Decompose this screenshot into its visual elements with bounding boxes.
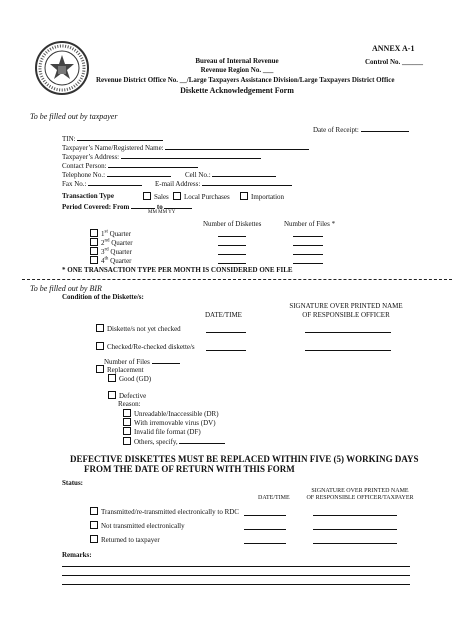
telephone-field[interactable]: Telephone No.: bbox=[62, 169, 171, 179]
taxpayer-name-field[interactable]: Taxpayer’s Name/Registered Name: bbox=[62, 142, 309, 152]
notice-line-2: FROM THE DATE OF RETURN WITH THIS FORM bbox=[84, 464, 295, 474]
status-transmitted-signature-blank[interactable] bbox=[313, 515, 397, 516]
header-line-district: Revenue District Office No. __/Large Taxpayers Assistance Division/Large Taxpayers District Office bbox=[96, 76, 395, 84]
period-format-hint: MM MM YY bbox=[148, 210, 176, 215]
q1-files-blank[interactable] bbox=[293, 236, 323, 237]
fax-field[interactable]: Fax No.: bbox=[62, 178, 142, 188]
tin-field[interactable]: TIN: bbox=[62, 133, 163, 143]
q4-files-blank[interactable] bbox=[293, 263, 323, 264]
replacement-checkbox[interactable]: Replacement bbox=[96, 365, 144, 374]
notice-line-1: DEFECTIVE DISKETTES MUST BE REPLACED WITHIN FIVE (5) WORKING DAYS bbox=[70, 454, 419, 464]
reason-invalid-format-checkbox[interactable]: Invalid file format (DF) bbox=[123, 427, 201, 436]
local-purchases-checkbox[interactable]: Local Purchases bbox=[173, 192, 230, 201]
checked-date-blank[interactable] bbox=[206, 350, 246, 351]
remarks-line-3[interactable] bbox=[62, 584, 410, 585]
status-transmitted-checkbox[interactable]: Transmitted/re-transmitted electronically to RDC bbox=[90, 507, 239, 516]
reason-unreadable-checkbox[interactable]: Unreadable/Inaccessible (DR) bbox=[123, 409, 219, 418]
remarks-line-1[interactable] bbox=[62, 566, 410, 567]
quarter-1-checkbox[interactable]: 1st Quarter bbox=[90, 229, 131, 238]
col-header-diskettes: Number of Diskettes bbox=[203, 220, 262, 228]
bir-date-time-header: DATE/TIME bbox=[205, 311, 242, 319]
q4-diskettes-blank[interactable] bbox=[218, 263, 246, 264]
status-sig-header-1: SIGNATURE OVER PRINTED NAME bbox=[311, 488, 409, 494]
col-header-files: Number of Files * bbox=[284, 220, 336, 228]
checked-signature-blank[interactable] bbox=[305, 350, 391, 351]
quarter-2-checkbox[interactable]: 2nd Quarter bbox=[90, 238, 133, 247]
not-checked-signature-blank[interactable] bbox=[305, 332, 391, 333]
taxpayer-address-field[interactable]: Taxpayer’s Address: bbox=[62, 151, 261, 161]
importation-checkbox[interactable]: Importation bbox=[240, 192, 284, 201]
contact-person-field[interactable]: Contact Person: bbox=[62, 160, 198, 170]
status-label: Status: bbox=[62, 479, 84, 487]
remarks-label: Remarks: bbox=[62, 551, 92, 559]
status-not-transmitted-checkbox[interactable]: Not transmitted electronically bbox=[90, 521, 185, 530]
checked-rechecked-checkbox[interactable]: Checked/Re-checked diskette/s bbox=[96, 342, 195, 351]
quarter-3-checkbox[interactable]: 3rd Quarter bbox=[90, 247, 132, 256]
period-covered[interactable]: Period Covered: From to bbox=[62, 201, 192, 211]
status-date-time-header: DATE/TIME bbox=[258, 495, 290, 501]
good-checkbox[interactable]: Good (GD) bbox=[108, 374, 151, 383]
q2-diskettes-blank[interactable] bbox=[218, 245, 246, 246]
status-returned-date-blank[interactable] bbox=[244, 543, 286, 544]
q3-files-blank[interactable] bbox=[293, 254, 323, 255]
reason-virus-checkbox[interactable]: With irremovable virus (DV) bbox=[123, 418, 216, 427]
number-of-files-field[interactable]: Number of Files bbox=[104, 356, 180, 366]
bir-section-label: To be filled out by BIR bbox=[30, 284, 102, 293]
header-line-bureau: Bureau of Internal Revenue bbox=[195, 57, 279, 65]
status-not-transmitted-date-blank[interactable] bbox=[244, 529, 286, 530]
q3-diskettes-blank[interactable] bbox=[218, 254, 246, 255]
status-transmitted-date-blank[interactable] bbox=[244, 515, 286, 516]
not-checked-date-blank[interactable] bbox=[206, 332, 246, 333]
header-line-region: Revenue Region No. ___ bbox=[200, 66, 274, 74]
date-of-receipt: Date of Receipt: bbox=[313, 124, 409, 134]
defective-checkbox[interactable]: Defective bbox=[108, 391, 146, 400]
email-field[interactable]: E-mail Address: bbox=[155, 178, 292, 188]
remarks-line-2[interactable] bbox=[62, 575, 410, 576]
q2-files-blank[interactable] bbox=[293, 245, 323, 246]
transaction-type-label: Transaction Type bbox=[62, 192, 114, 200]
status-returned-checkbox[interactable]: Returned to taxpayer bbox=[90, 535, 160, 544]
form-title: Diskette Acknowledgement Form bbox=[180, 86, 294, 95]
reason-label: Reason: bbox=[118, 400, 141, 408]
reason-others-checkbox[interactable]: Others, specify, bbox=[123, 436, 225, 446]
not-yet-checked-checkbox[interactable]: Diskette/s not yet checked bbox=[96, 324, 181, 333]
condition-label: Condition of the Diskette/s: bbox=[62, 293, 144, 301]
one-file-note: * ONE TRANSACTION TYPE PER MONTH IS CONSIDERED ONE FILE bbox=[62, 266, 293, 274]
bir-sig-header-2: OF RESPONSIBLE OFFICER bbox=[302, 311, 390, 319]
control-number: Control No. ______ bbox=[365, 58, 424, 66]
annex-label: ANNEX A-1 bbox=[372, 44, 415, 53]
q1-diskettes-blank[interactable] bbox=[218, 236, 246, 237]
status-returned-signature-blank[interactable] bbox=[313, 543, 397, 544]
quarter-4-checkbox[interactable]: 4th Quarter bbox=[90, 256, 132, 265]
section-divider bbox=[22, 279, 452, 280]
sales-checkbox[interactable]: Sales bbox=[143, 192, 169, 201]
bir-sig-header-1: SIGNATURE OVER PRINTED NAME bbox=[289, 302, 403, 310]
status-not-transmitted-signature-blank[interactable] bbox=[313, 529, 397, 530]
cell-field[interactable]: Cell No.: bbox=[185, 169, 276, 179]
taxpayer-section-label: To be filled out by taxpayer bbox=[30, 112, 118, 121]
status-sig-header-2: OF RESPONSIBLE OFFICER/TAXPAYER bbox=[306, 495, 414, 501]
